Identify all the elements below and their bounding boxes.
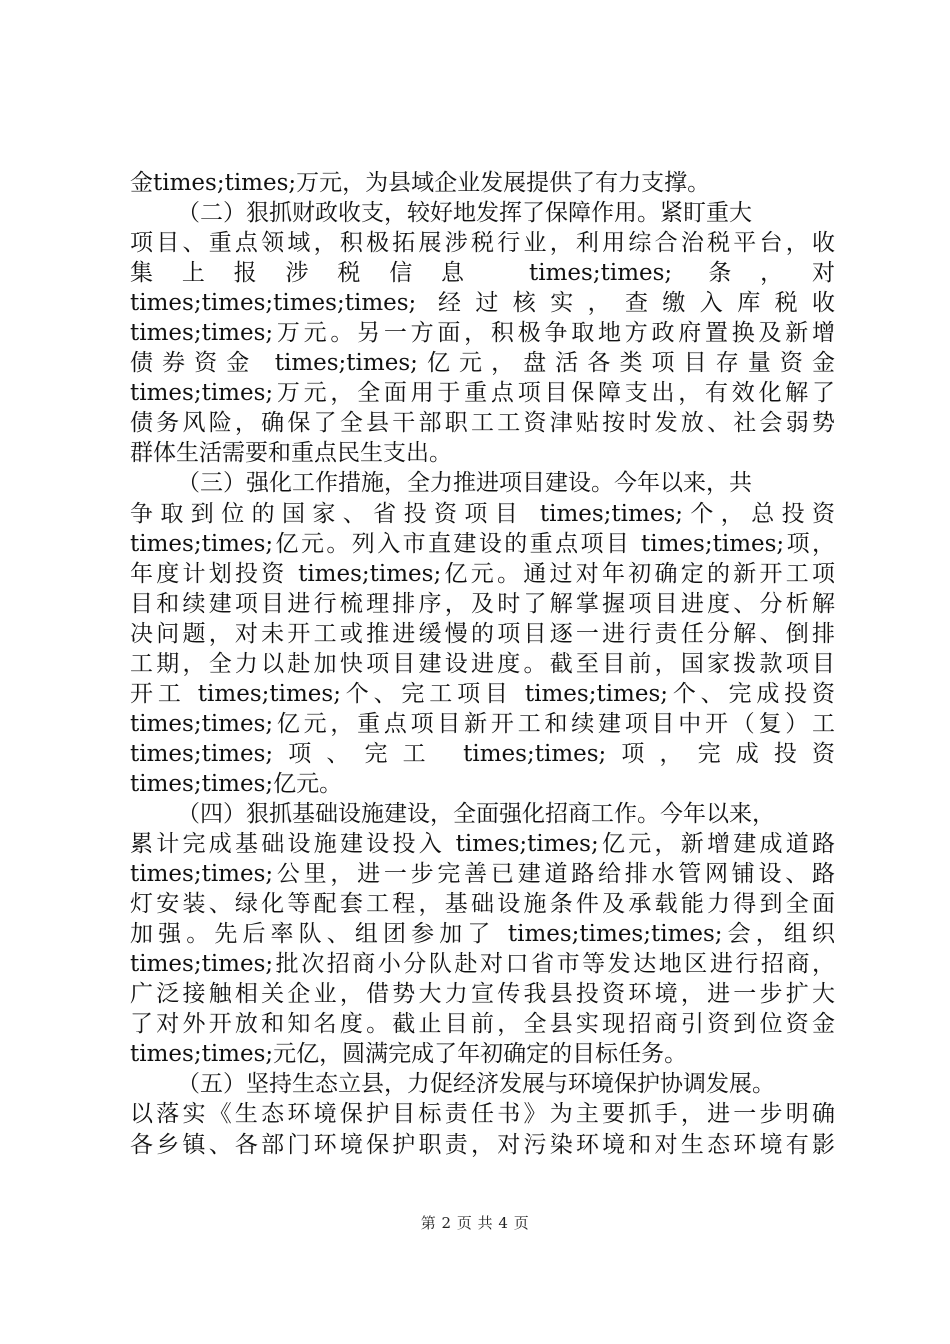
text-line: 各乡镇、各部门环境保护职责，对污染环境和对生态环境有影 bbox=[130, 1131, 835, 1158]
text-line: times;times;批次招商小分队赴对口省市等发达地区进行招商， bbox=[130, 951, 835, 978]
text-line: times;times;公里，进一步完善已建道路给排水管网铺设、路 bbox=[130, 861, 835, 888]
text-line: times;times;times;times; 经过核实，查缴入库税收 bbox=[130, 290, 835, 317]
text-line: 债券资金 times;times;亿元，盘活各类项目存量资金 bbox=[130, 350, 835, 377]
text-line: times;times;项、完工 times;times;项，完成投资 bbox=[130, 740, 835, 767]
text-line: 目和续建项目进行梳理排序，及时了解掌握项目进度、分析解 bbox=[130, 590, 835, 617]
paragraph-heading-line: （三）强化工作措施，全力推进项目建设。今年以来，共 bbox=[177, 470, 752, 497]
text-line: 以落实《生态环境保护目标责任书》为主要抓手，进一步明确 bbox=[130, 1101, 835, 1128]
text-line: 开工 times;times;个、完工项目 times;times;个、完成投资 bbox=[130, 680, 835, 707]
text-line: 集上报涉税信息 times;times; 条，对 bbox=[130, 260, 835, 287]
text-line: times;times;万元。另一方面，积极争取地方政府置换及新增 bbox=[130, 320, 835, 347]
text-line: 年度计划投资 times;times;亿元。通过对年初确定的新开工项 bbox=[130, 560, 835, 587]
text-line: 金times;times;万元，为县域企业发展提供了有力支撑。 bbox=[130, 170, 711, 196]
text-line: 了对外开放和知名度。截止目前，全县实现招商引资到位资金 bbox=[130, 1011, 835, 1038]
text-line: times;times;元亿，圆满完成了年初确定的目标任务。 bbox=[130, 1041, 688, 1068]
text-line: times;times;亿元。 bbox=[130, 770, 343, 797]
text-line: 决问题，对未开工或推进缓慢的项目逐一进行责任分解、倒排 bbox=[130, 620, 835, 647]
paragraph-heading-line: （二）狠抓财政收支，较好地发挥了保障作用。紧盯重大 bbox=[177, 200, 752, 227]
text-line: times;times;万元，全面用于重点项目保障支出，有效化解了 bbox=[130, 380, 835, 407]
text-line: 累计完成基础设施建设投入 times;times;亿元，新增建成道路 bbox=[130, 831, 835, 858]
page-number-footer: 第 2 页 共 4 页 bbox=[420, 1214, 530, 1232]
document-body bbox=[130, 168, 835, 1160]
paragraph-heading-line: （五）坚持生态立县，力促经济发展与环境保护协调发展。 bbox=[177, 1071, 775, 1098]
text-line: 灯安装、绿化等配套工程，基础设施条件及承载能力得到全面 bbox=[130, 891, 835, 918]
text-line: times;times;亿元，重点项目新开工和续建项目中开（复）工 bbox=[130, 710, 835, 737]
text-line: 群体生活需要和重点民生支出。 bbox=[130, 440, 452, 467]
text-line: 工期，全力以赴加快项目建设进度。截至目前，国家拨款项目 bbox=[130, 650, 835, 677]
text-line: 广泛接触相关企业，借势大力宣传我县投资环境，进一步扩大 bbox=[130, 981, 835, 1008]
text-line: times;times;亿元。列入市直建设的重点项目 times;times;项， bbox=[130, 530, 835, 557]
text-line: 项目、重点领域，积极拓展涉税行业，利用综合治税平台，收 bbox=[130, 230, 835, 257]
text-line: 争取到位的国家、省投资项目 times;times;个，总投资 bbox=[130, 500, 835, 527]
text-line: 加强。先后率队、组团参加了 times;times;times;会，组织 bbox=[130, 921, 835, 948]
text-line: 债务风险，确保了全县干部职工工资津贴按时发放、社会弱势 bbox=[130, 410, 835, 437]
paragraph-heading-line: （四）狠抓基础设施建设，全面强化招商工作。今年以来， bbox=[177, 800, 775, 827]
